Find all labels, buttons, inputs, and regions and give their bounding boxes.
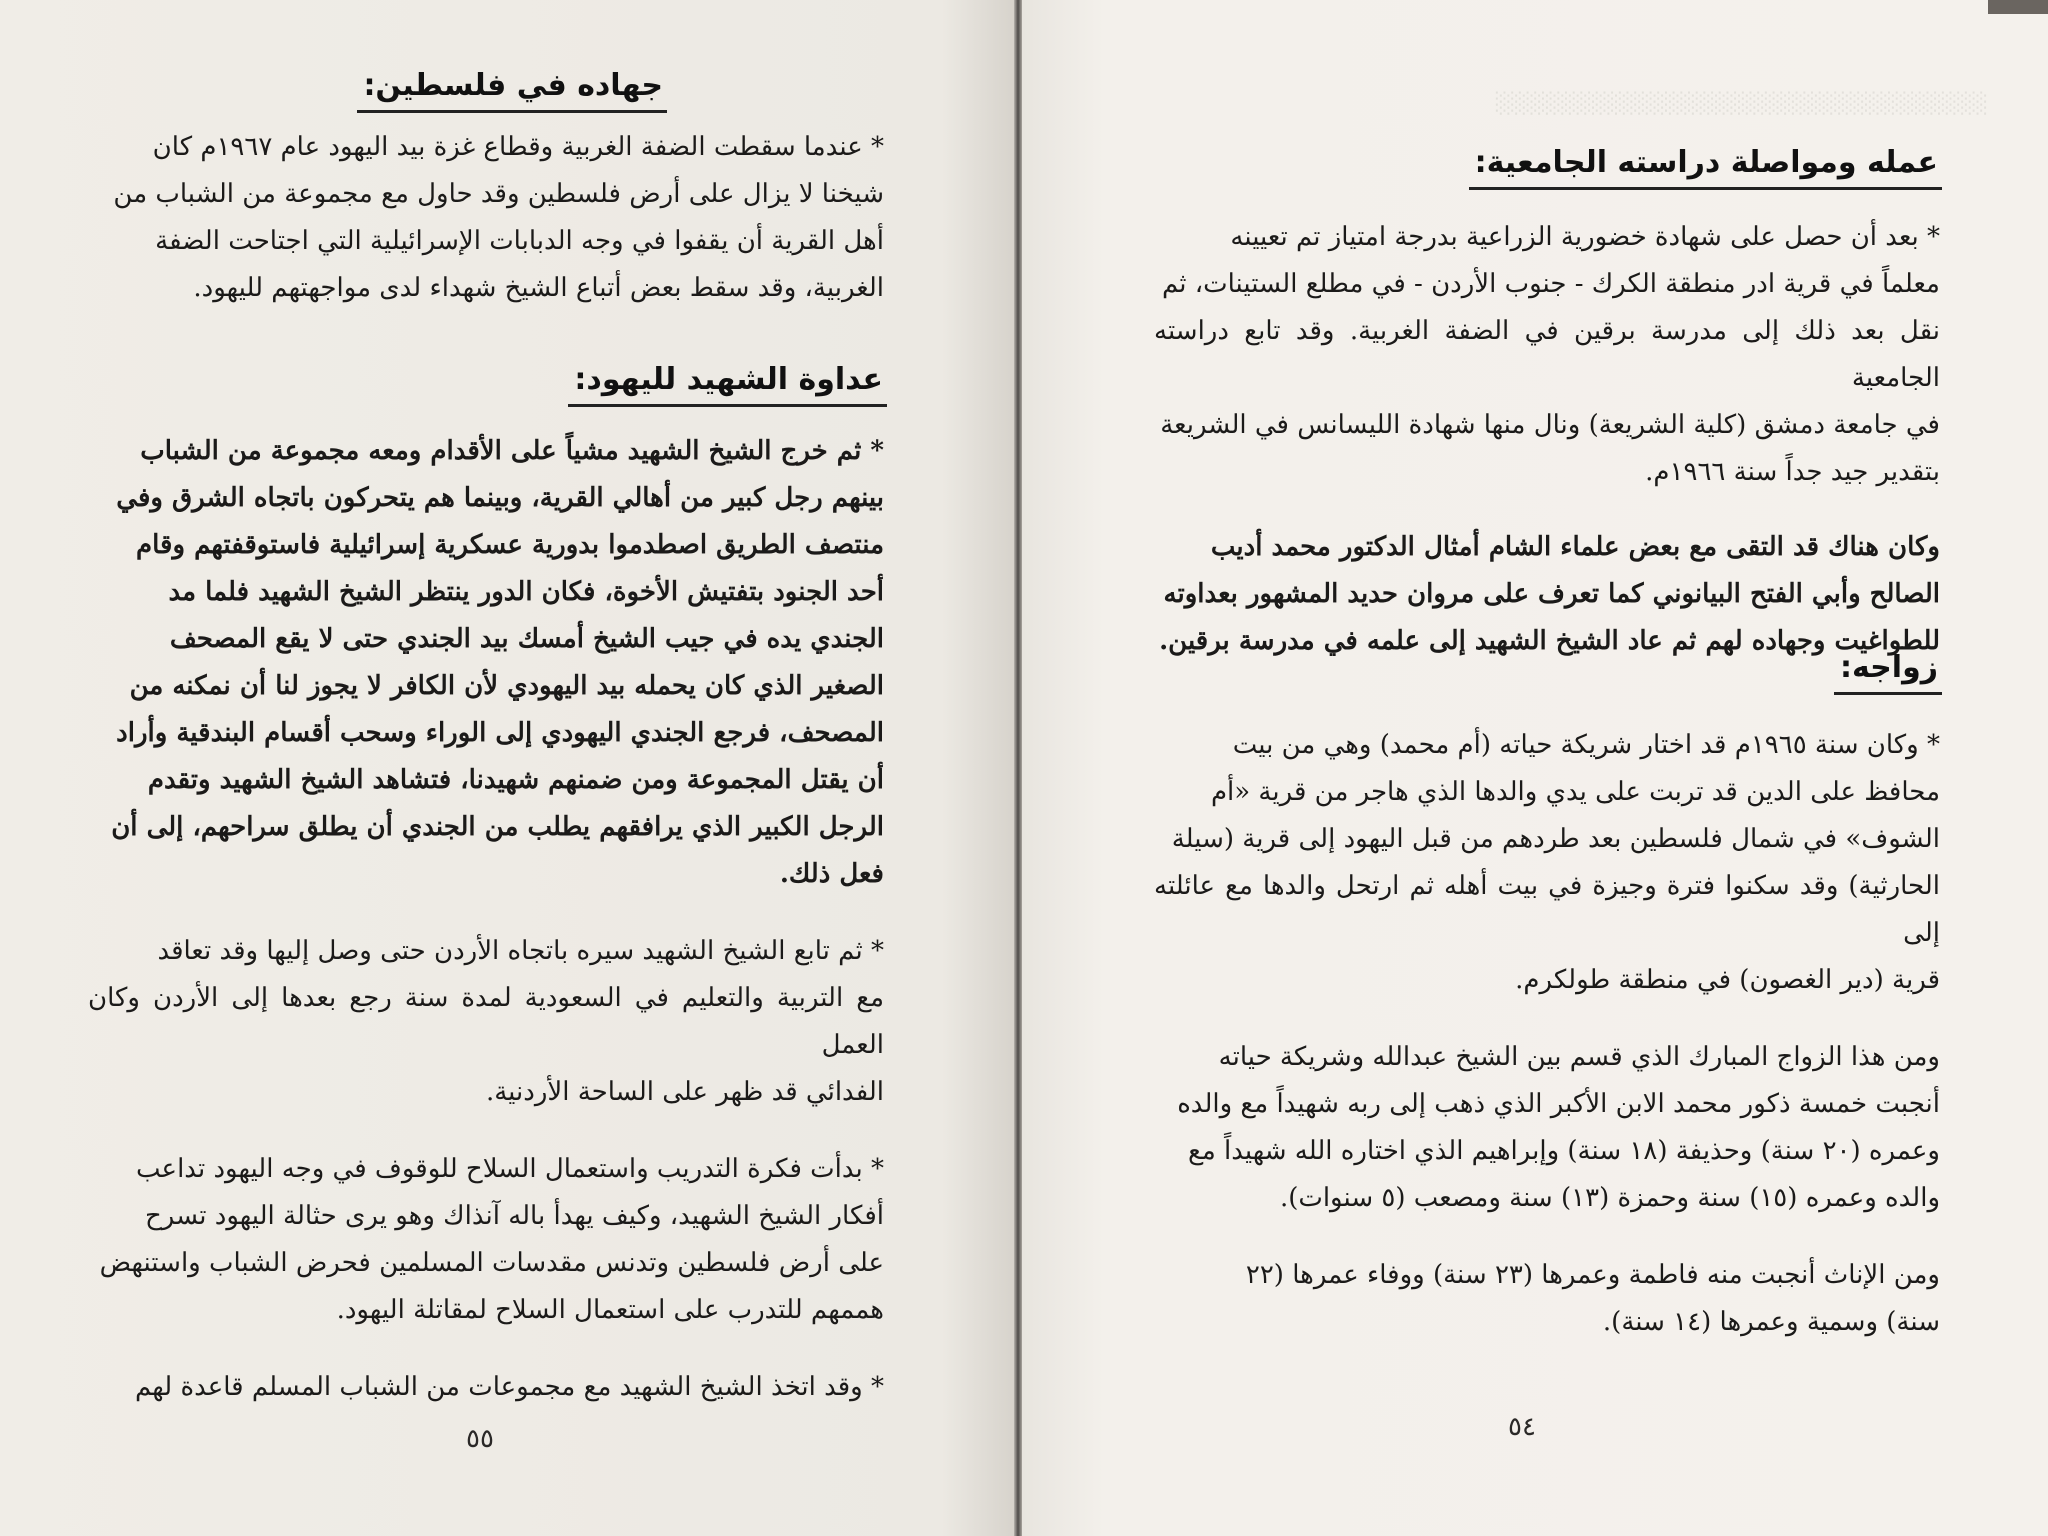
- heading-underline: [357, 110, 667, 113]
- right-heading-marriage: [1840, 650, 1938, 685]
- text-line: قرية (دير الغصون) في منطقة طولكرم.: [1515, 965, 1940, 995]
- heading-text: جهاده في فلسطين:: [363, 68, 663, 103]
- text-line: الصالح وأبي الفتح البيانوني كما تعرف على مروان حديد المشهور بعداوته: [1163, 579, 1940, 609]
- text-line: الصغير الذي كان يحمله بيد اليهودي لأن الكافر لا يجوز لنا أن نمكنه من: [129, 671, 884, 701]
- text-line: الفدائي قد ظهر على الساحة الأردنية.: [485, 1077, 884, 1107]
- text-line: في جامعة دمشق (كلية الشريعة) ونال منها شهادة الليسانس في الشريعة: [1160, 410, 1940, 440]
- text-line: * بدأت فكرة التدريب واستعمال السلاح للوقوف في وجه اليهود تداعب: [136, 1154, 884, 1184]
- paragraph: [88, 124, 884, 312]
- right-heading-work-study: [1475, 145, 1938, 180]
- right-section-2-text: [1154, 722, 1940, 1346]
- text-line: أحد الجنود بتفتيش الأخوة، فكان الدور ينتظر الشيخ الشهيد فلما مد: [168, 577, 884, 607]
- text-line: ومن الإناث أنجبت منه فاطمة وعمرها (٢٣ سنة) ووفاء عمرها (٢٢: [1245, 1260, 1940, 1290]
- text-line: * بعد أن حصل على شهادة خضورية الزراعية بدرجة امتياز تم تعيينه: [1230, 222, 1940, 252]
- text-line: أنجبت خمسة ذكور محمد الابن الأكبر الذي ذهب إلى ربه شهيداً مع والده: [1177, 1089, 1940, 1119]
- show-through-text: ░░░░░░░░░░░░░░░░░░░░░░░░░░░░░░░░: [1495, 91, 1988, 115]
- heading-text: زواجه:: [1839, 650, 1938, 685]
- paragraph: [1154, 524, 1940, 665]
- text-line: هممهم للتدرب على استعمال السلاح لمقاتلة اليهود.: [336, 1295, 884, 1325]
- text-line: نقل بعد ذلك إلى مدرسة برقين في الضفة الغربية. وقد تابع دراسته الجامعية: [1154, 316, 1940, 393]
- heading-text: عمله ومواصلة دراسته الجامعية:: [1474, 145, 1938, 180]
- text-line: أن يقتل المجموعة ومن ضمنهم شهيدنا، فتشاهد الشيخ الشهيد وتقدم: [147, 765, 884, 795]
- text-line: الشوف» في شمال فلسطين بعد طردهم من قبل اليهود إلى قرية (سيلة: [1171, 824, 1940, 854]
- text-line: مع التربية والتعليم في السعودية لمدة سنة رجع بعدها إلى الأردن وكان العمل: [88, 983, 884, 1060]
- book-gutter: [1014, 0, 1022, 1536]
- text-line: * وقد اتخذ الشيخ الشهيد مع مجموعات من الشباب المسلم قاعدة لهم: [135, 1372, 884, 1402]
- page-number-right: ٥٤: [1508, 1412, 1536, 1442]
- left-section-2-text: [88, 428, 884, 1411]
- text-line: والده وعمره (١٥) سنة وحمزة (١٣) سنة ومصعب (٥ سنوات).: [1279, 1183, 1940, 1213]
- background-corner: [1988, 0, 2048, 14]
- text-line: * ثم تابع الشيخ الشهيد سيره باتجاه الأردن حتى وصل إليها وقد تعاقد: [157, 936, 884, 966]
- text-line: أفكار الشيخ الشهيد، وكيف يهدأ باله آنذاك وهو يرى حثالة اليهود تسرح: [144, 1201, 884, 1231]
- left-heading-jihad: [363, 68, 663, 103]
- text-line: سنة) وسمية وعمرها (١٤ سنة).: [1602, 1307, 1940, 1337]
- text-line: * ثم خرج الشيخ الشهيد مشياً على الأقدام ومعه مجموعة من الشباب: [140, 436, 884, 466]
- text-line: بتقدير جيد جداً سنة ١٩٦٦م.: [1645, 457, 1940, 487]
- paragraph: [1154, 1034, 1940, 1222]
- text-line: وكان هناك قد التقى مع بعض علماء الشام أمثال الدكتور محمد أديب: [1210, 532, 1940, 562]
- paragraph: [88, 928, 884, 1116]
- text-line: * وكان سنة ١٩٦٥م قد اختار شريكة حياته (أم محمد) وهي من بيت: [1232, 730, 1940, 760]
- left-section-1-text: [88, 124, 884, 312]
- heading-underline: [1469, 187, 1942, 190]
- heading-underline: [568, 404, 887, 407]
- text-line: معلماً في قرية ادر منطقة الكرك - جنوب الأردن - في مطلع الستينات، ثم: [1161, 269, 1940, 299]
- left-page: [0, 0, 1016, 1536]
- right-page: [1022, 0, 2048, 1536]
- left-heading-enmity: [574, 362, 883, 397]
- paragraph: [88, 1364, 884, 1411]
- text-line: * عندما سقطت الضفة الغربية وقطاع غزة بيد اليهود عام ١٩٦٧م كان: [152, 132, 884, 162]
- text-line: الرجل الكبير الذي يرافقهم يطلب من الجندي أن يطلق سراحهم، إلى أن: [111, 812, 884, 842]
- text-line: أهل القرية أن يقفوا في وجه الدبابات الإسرائيلية التي اجتاحت الضفة: [155, 226, 884, 256]
- text-line: الغربية، وقد سقط بعض أتباع الشيخ شهداء لدى مواجهتهم لليهود.: [193, 273, 884, 303]
- text-line: على أرض فلسطين وتدنس مقدسات المسلمين فحرض الشباب واستنهض: [99, 1248, 884, 1278]
- text-line: الحارثية) وقد سكنوا فترة وجيزة في بيت أهله ثم ارتحل والدها مع عائلته إلى: [1154, 871, 1940, 948]
- paragraph: [88, 428, 884, 898]
- text-line: للطواغيت وجهاده لهم ثم عاد الشيخ الشهيد إلى علمه في مدرسة برقين.: [1159, 626, 1940, 656]
- paragraph: [1154, 214, 1940, 496]
- text-line: منتصف الطريق اصطدموا بدورية عسكرية إسرائيلية فاستوقفتهم وقام: [136, 530, 884, 560]
- page-number-left: ٥٥: [466, 1424, 494, 1454]
- text-line: المصحف، فرجع الجندي اليهودي إلى الوراء وسحب أقسام البندقية وأراد: [116, 718, 884, 748]
- paragraph: [88, 1146, 884, 1334]
- text-line: شيخنا لا يزال على أرض فلسطين وقد حاول مع مجموعة من الشباب من: [113, 179, 884, 209]
- heading-underline: [1834, 692, 1942, 695]
- paragraph: [1154, 722, 1940, 1004]
- text-line: محافظ على الدين قد تربت على يدي والدها الذي هاجر من قرية «أم: [1210, 777, 1940, 807]
- text-line: بينهم رجل كبير من أهالي القرية، وبينما هم يتحركون باتجاه الشرق وفي: [116, 483, 884, 513]
- text-line: الجندي يده في جيب الشيخ أمسك بيد الجندي حتى لا يقع المصحف: [169, 624, 884, 654]
- paragraph: [1154, 1252, 1940, 1346]
- heading-text: عداوة الشهيد لليهود:: [574, 362, 883, 397]
- text-line: ومن هذا الزواج المبارك الذي قسم بين الشيخ عبدالله وشريكة حياته: [1218, 1042, 1940, 1072]
- text-line: فعل ذلك.: [779, 859, 884, 889]
- text-line: وعمره (٢٠ سنة) وحذيفة (١٨ سنة) وإبراهيم الذي اختاره الله شهيداً مع: [1188, 1136, 1940, 1166]
- right-section-1-text: [1154, 214, 1940, 665]
